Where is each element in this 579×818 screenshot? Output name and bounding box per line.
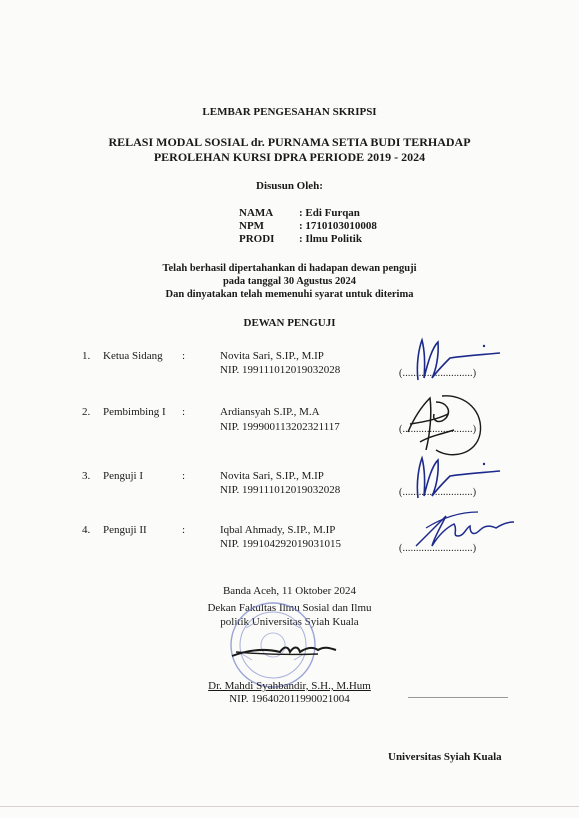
identity-row-npm <box>239 220 377 233</box>
identity-key: PRODI <box>239 233 275 245</box>
identity-value: : Edi Furqan <box>299 207 360 219</box>
examiner-role: Pembimbing I <box>103 406 166 418</box>
compiled-by-label: Disusun Oleh: <box>256 180 323 192</box>
examiner-name: Iqbal Ahmady, S.IP., M.IP <box>220 524 336 536</box>
examiner-nip: NIP. 199111012019032028 <box>220 364 341 376</box>
signature-line: (..........................) <box>399 487 477 498</box>
dean-signature-mark <box>228 640 348 664</box>
examiner-nip: NIP. 199900113202321117 <box>220 421 340 433</box>
statement-line3: Dan dinyatakan telah memenuhi syarat untuk diterima <box>165 289 414 300</box>
document-heading: LEMBAR PENGESAHAN SKRIPSI <box>202 106 377 118</box>
board-heading: DEWAN PENGUJI <box>243 317 336 329</box>
examiner-name: Ardiansyah S.IP., M.A <box>220 406 320 418</box>
dean-position-line2: politik Universitas Syiah Kuala <box>220 616 359 628</box>
place-and-date: Banda Aceh, 11 Oktober 2024 <box>222 585 357 597</box>
examiner-colon: : <box>182 470 186 482</box>
thesis-title-line1: RELASI MODAL SOSIAL dr. PURNAMA SETIA BUDI TERHADAP <box>108 135 471 149</box>
examiner-role: Penguji I <box>103 470 144 482</box>
examiner-name: Novita Sari, S.IP., M.IP <box>220 350 324 362</box>
examiner-role: Penguji II <box>103 524 147 536</box>
signature-line: (..........................) <box>399 543 477 554</box>
thesis-title-line2: PEROLEHAN KURSI DPRA PERIODE 2019 - 2024 <box>153 150 426 164</box>
page-edge-line <box>0 806 579 807</box>
signature-line: (..........................) <box>399 368 477 379</box>
signature-line: (..........................) <box>399 424 477 435</box>
identity-value: : Ilmu Politik <box>299 233 362 245</box>
examiner-name: Novita Sari, S.IP., M.IP <box>220 470 324 482</box>
examiner-nip: NIP. 199104292019031015 <box>220 538 342 550</box>
identity-value: : 1710103010008 <box>299 220 377 232</box>
examiner-number: 2. <box>82 406 91 418</box>
signature-mark-1 <box>392 334 504 384</box>
identity-row-prodi <box>239 233 377 246</box>
examiner-role: Ketua Sidang <box>103 350 163 362</box>
identity-key: NPM <box>239 220 265 232</box>
identity-row-name <box>239 207 377 220</box>
examiner-colon: : <box>182 524 186 536</box>
student-identity <box>239 207 377 246</box>
statement-line2: pada tanggal 30 Agustus 2024 <box>222 276 357 287</box>
signature-mark-3 <box>392 452 504 502</box>
footer-institution: Universitas Syiah Kuala <box>388 751 502 763</box>
examiner-number: 1. <box>82 350 91 362</box>
dean-nip: NIP. 196402011990021004 <box>229 693 350 705</box>
examiner-nip: NIP. 199111012019032028 <box>220 484 341 496</box>
signature-mark-4 <box>412 506 518 552</box>
examiner-colon: : <box>182 406 186 418</box>
examiner-colon: : <box>182 350 186 362</box>
dean-position-line1: Dekan Fakultas Ilmu Sosial dan Ilmu <box>207 602 372 614</box>
examiner-number: 4. <box>82 524 91 536</box>
identity-key: NAMA <box>239 207 274 219</box>
examiner-number: 3. <box>82 470 91 482</box>
divider-line <box>408 697 508 698</box>
dean-name: Dr. Mahdi Syahbandir, S.H., M.Hum <box>208 680 371 692</box>
statement-line1: Telah berhasil dipertahankan di hadapan dewan penguji <box>162 263 417 274</box>
